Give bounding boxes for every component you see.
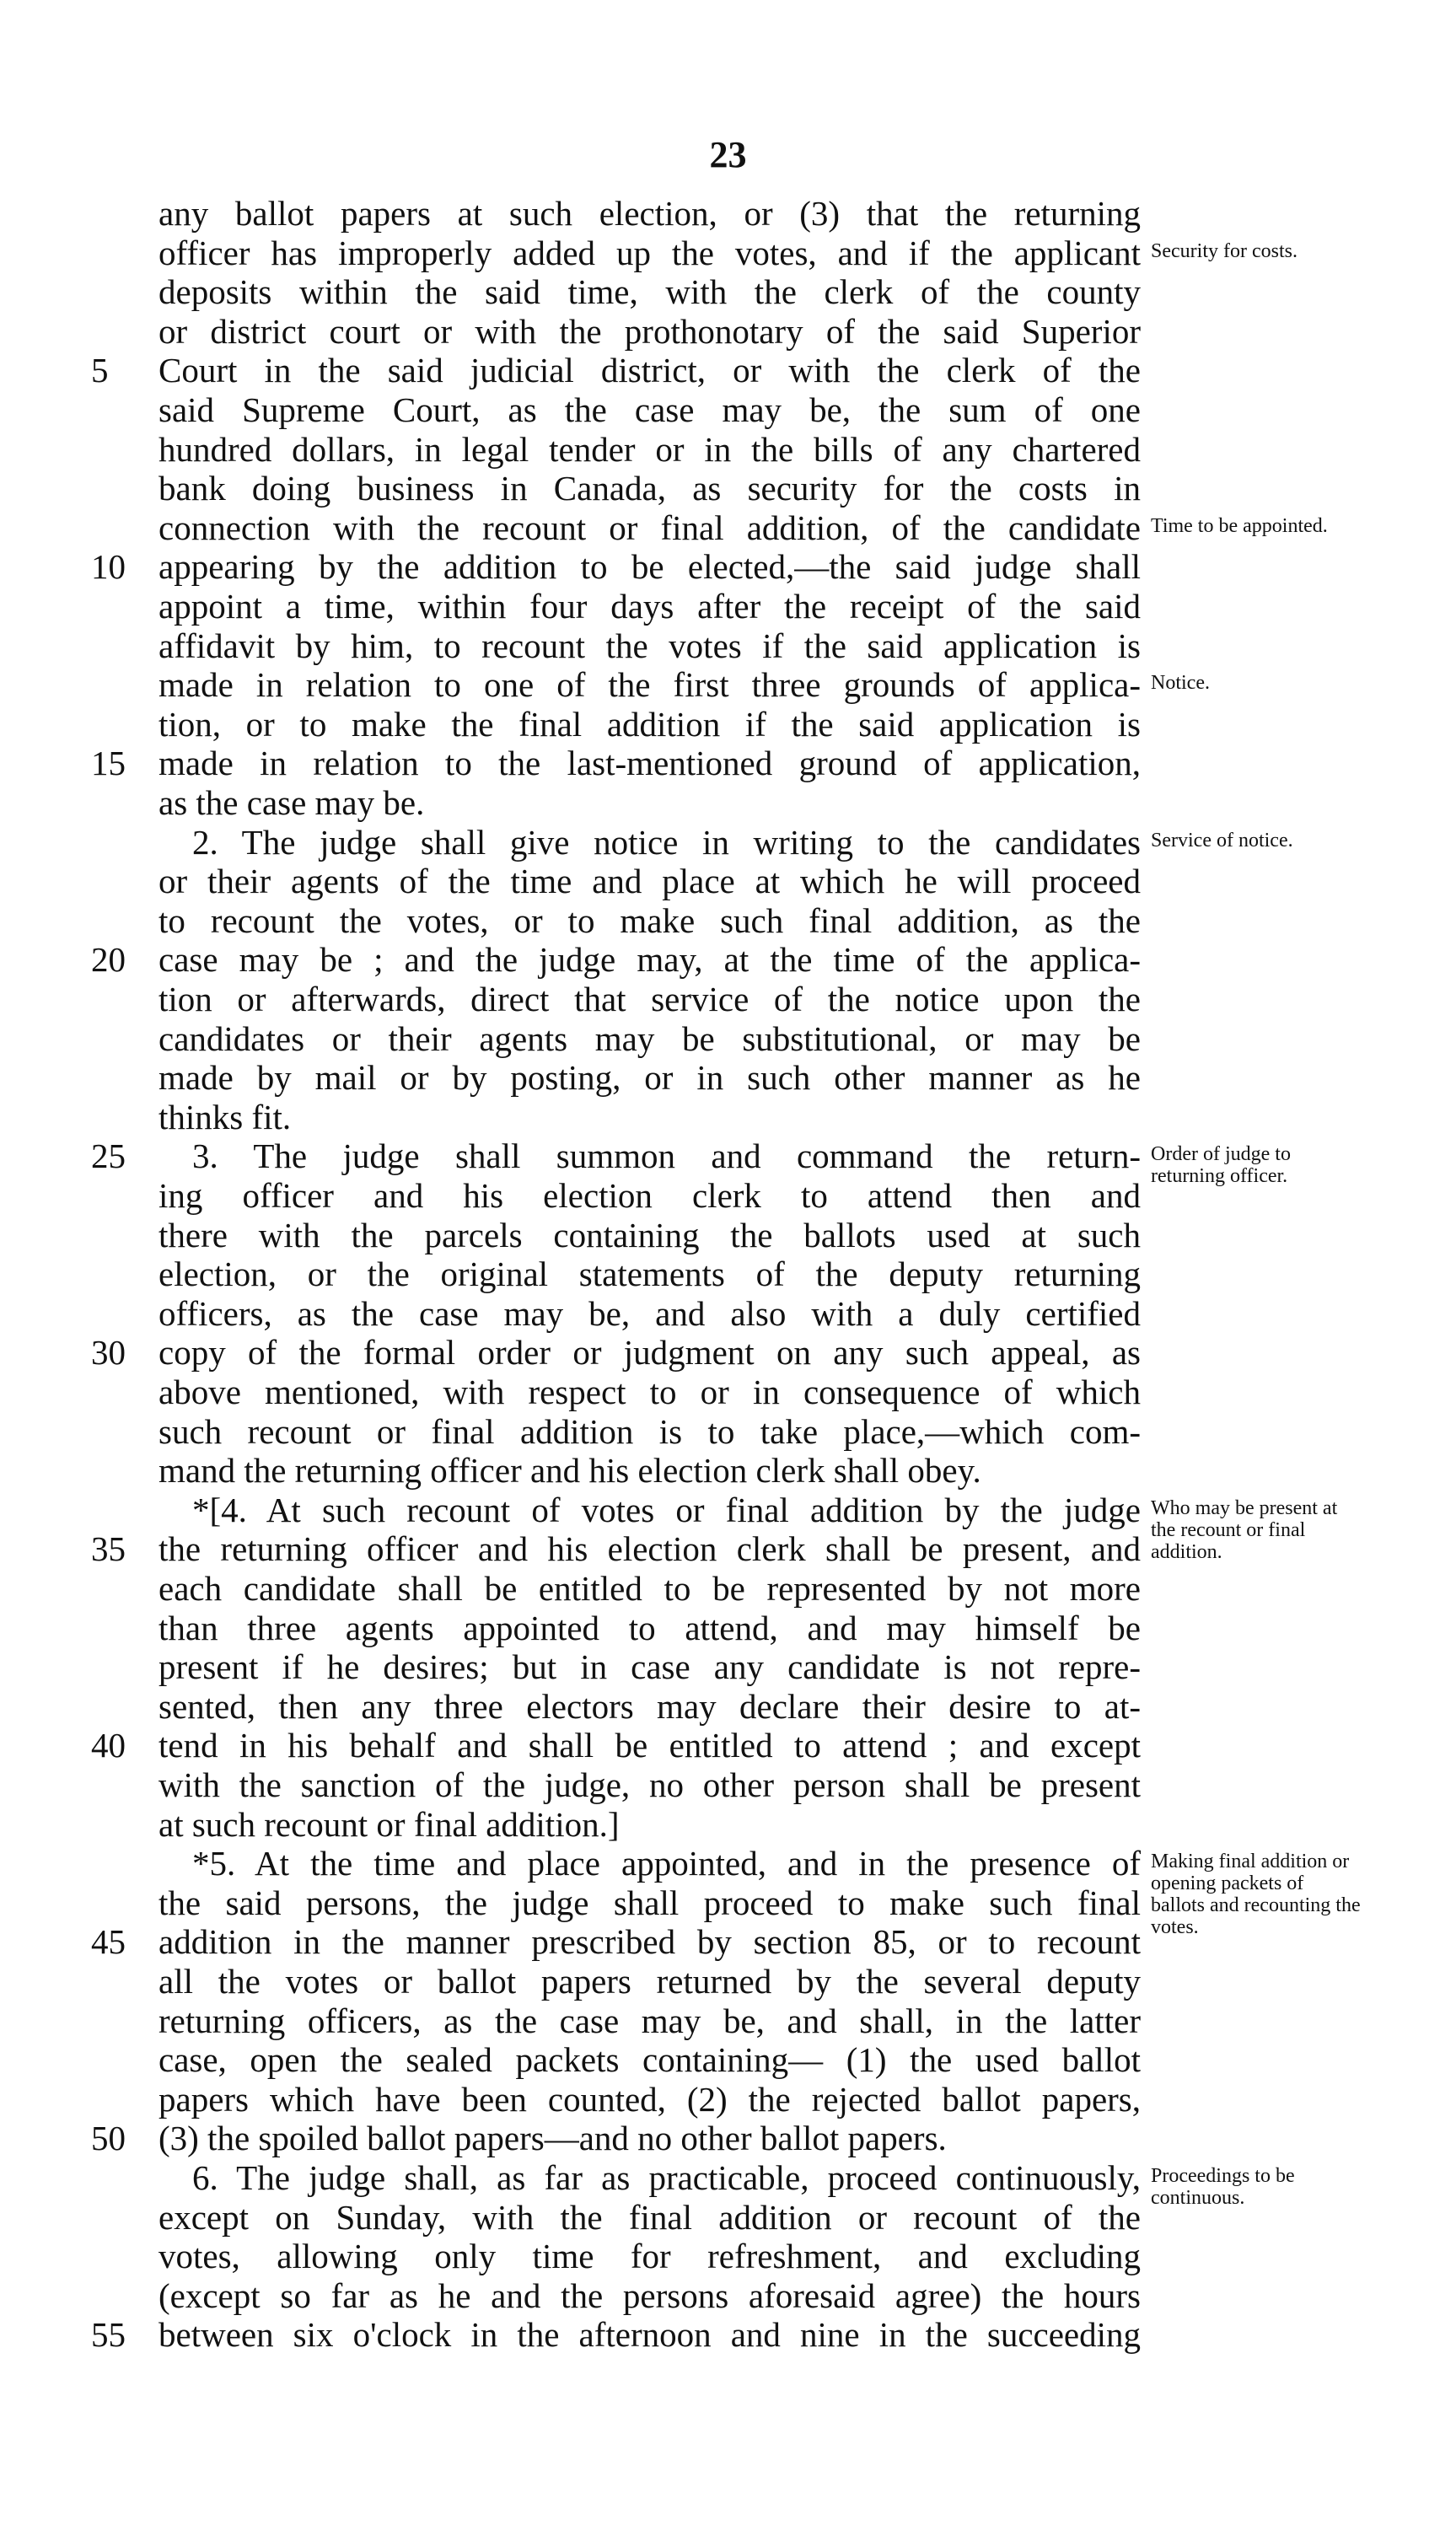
text-line: ing officer and his election clerk to attend then and (158, 1176, 1141, 1215)
line-number: 35 (91, 1529, 126, 1568)
text-line: at such recount or final addition.] (158, 1805, 620, 1844)
text-line: tend in his behalf and shall be entitled to attend ; and except (158, 1726, 1141, 1765)
text-line: papers which have been counted, (2) the rejected ballot papers, (158, 2080, 1141, 2119)
text-line: (except so far as he and the persons aforesaid agree) the hours (158, 2276, 1141, 2315)
line-number: 50 (91, 2119, 126, 2157)
margin-note: Who may be present at the recount or final addition. (1151, 1497, 1338, 1563)
text-line: except on Sunday, with the final addition or recount of the (158, 2198, 1141, 2237)
text-line: as the case may be. (158, 783, 425, 822)
text-line: tion, or to make the final addition if the said application is (158, 705, 1141, 744)
line-number: 5 (91, 351, 109, 389)
margin-note: Proceedings to be continuous. (1151, 2165, 1295, 2209)
text-line: all the votes or ballot papers returned by the several deputy (158, 1962, 1141, 2001)
text-line: case, open the sealed packets containing— (1) the used ballot (158, 2040, 1141, 2079)
text-line: Court in the said judicial district, or with the clerk of the (158, 351, 1141, 389)
text-line: connection with the recount or final addition, of the candidate (158, 508, 1141, 547)
line-number: 20 (91, 940, 126, 979)
margin-note: Order of judge to returning officer. (1151, 1143, 1291, 1187)
line-number: 15 (91, 744, 126, 782)
text-line: (3) the spoiled ballot papers—and no other ballot papers. (158, 2119, 947, 2157)
text-line: copy of the formal order or judgment on any such appeal, as (158, 1333, 1141, 1372)
text-line: or their agents of the time and place at which he will proceed (158, 862, 1141, 900)
text-line: bank doing business in Canada, as security for the costs in (158, 469, 1141, 508)
text-line: than three agents appointed to attend, and may himself be (158, 1609, 1141, 1647)
line-number: 25 (91, 1136, 126, 1175)
line-number: 30 (91, 1333, 126, 1372)
text-line: case may be ; and the judge may, at the time of the applica- (158, 940, 1141, 979)
text-line: 2. The judge shall give notice in writing to the candidates (192, 823, 1141, 862)
page-number: 23 (709, 134, 747, 175)
text-line: *[4. At such recount of votes or final addition by the judge (192, 1491, 1141, 1529)
line-number: 40 (91, 1726, 126, 1765)
text-line: made in relation to the last-mentioned ground of application, (158, 744, 1141, 782)
text-line: deposits within the said time, with the clerk of the county (158, 272, 1141, 311)
text-line: to recount the votes, or to make such final addition, as the (158, 901, 1141, 940)
text-line: said Supreme Court, as the case may be, the sum of one (158, 390, 1141, 429)
text-line: candidates or their agents may be substitutional, or may be (158, 1019, 1141, 1058)
text-line: sented, then any three electors may declare their desire to at- (158, 1687, 1141, 1726)
text-line: officer has improperly added up the votes, and if the applicant (158, 234, 1141, 272)
text-line: appoint a time, within four days after the receipt of the said (158, 587, 1141, 626)
text-line: such recount or final addition is to take place,—which com- (158, 1412, 1141, 1451)
text-line: between six o'clock in the afternoon and nine in the succeeding (158, 2315, 1141, 2354)
line-number: 55 (91, 2315, 126, 2354)
margin-note: Making final addition or opening packets of ballots and recounting the votes. (1151, 1851, 1361, 1938)
text-line: tion or afterwards, direct that service of the notice upon the (158, 980, 1141, 1018)
text-line: there with the parcels containing the ballots used at such (158, 1216, 1141, 1254)
margin-note: Time to be appointed. (1151, 515, 1328, 537)
text-line: above mentioned, with respect to or in consequence of which (158, 1373, 1141, 1411)
text-line: affidavit by him, to recount the votes if the said application is (158, 626, 1141, 665)
text-line: present if he desires; but in case any candidate is not repre- (158, 1647, 1141, 1686)
margin-note: Service of notice. (1151, 830, 1293, 852)
text-line: the returning officer and his election clerk shall be present, and (158, 1529, 1141, 1568)
text-line: hundred dollars, in legal tender or in the bills of any chartered (158, 430, 1141, 469)
line-number: 10 (91, 547, 126, 586)
text-line: 3. The judge shall summon and command the return- (192, 1136, 1141, 1175)
text-line: election, or the original statements of the deputy returning (158, 1254, 1141, 1293)
text-line: 6. The judge shall, as far as practicable, proceed continuously, (192, 2158, 1141, 2197)
text-line: any ballot papers at such election, or (3) that the returning (158, 194, 1141, 233)
text-line: made in relation to one of the first three grounds of applica- (158, 665, 1141, 704)
margin-note: Security for costs. (1151, 240, 1298, 262)
text-line: the said persons, the judge shall proceed to make such final (158, 1883, 1141, 1922)
text-line: returning officers, as the case may be, and shall, in the latter (158, 2001, 1141, 2040)
text-line: officers, as the case may be, and also with a duly certified (158, 1294, 1141, 1333)
text-line: or district court or with the prothonotary of the said Superior (158, 312, 1141, 351)
text-line: each candidate shall be entitled to be represented by not more (158, 1569, 1141, 1608)
text-line: appearing by the addition to be elected,—the said judge shall (158, 547, 1141, 586)
text-line: thinks fit. (158, 1098, 292, 1136)
text-line: addition in the manner prescribed by section 85, or to recount (158, 1922, 1141, 1961)
text-line: made by mail or by posting, or in such other manner as he (158, 1058, 1141, 1097)
text-line: with the sanction of the judge, no other person shall be present (158, 1765, 1141, 1804)
text-line: mand the returning officer and his election clerk shall obey. (158, 1451, 981, 1490)
text-line: *5. At the time and place appointed, and in the presence of (192, 1844, 1141, 1883)
line-number: 45 (91, 1922, 126, 1961)
margin-note: Notice. (1151, 672, 1210, 694)
text-line: votes, allowing only time for refreshment, and excluding (158, 2237, 1141, 2275)
